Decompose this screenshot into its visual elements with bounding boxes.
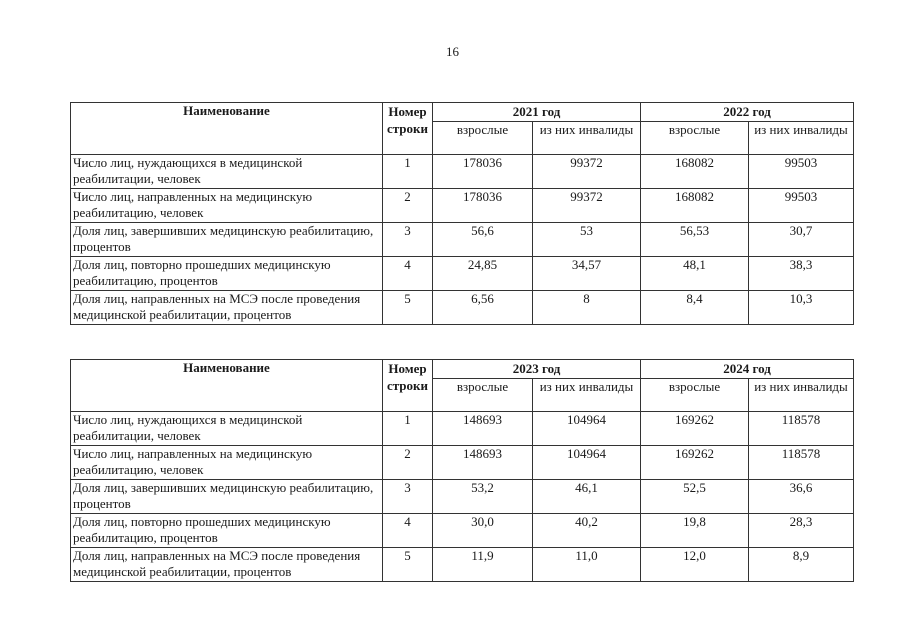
row-name: Доля лиц, направленных на МСЭ после проведения медицинской реабилитации, процентов <box>71 548 383 582</box>
table-row <box>71 155 854 189</box>
value-adults: 12,0 <box>641 548 749 582</box>
row-name: Доля лиц, повторно прошедших медицинскую реабилитацию, процентов <box>71 514 383 548</box>
row-number: 5 <box>383 548 433 582</box>
value-adults: 148693 <box>433 412 533 446</box>
value-adults: 56,6 <box>433 223 533 257</box>
row-number: 4 <box>383 257 433 291</box>
value-disabled: 104964 <box>533 446 641 480</box>
value-disabled: 99372 <box>533 189 641 223</box>
header-year-2024: 2024 год <box>641 360 854 379</box>
value-adults: 168082 <box>641 155 749 189</box>
value-adults: 178036 <box>433 155 533 189</box>
row-name: Число лиц, нуждающихся в медицинской реабилитации, человек <box>71 412 383 446</box>
row-number: 4 <box>383 514 433 548</box>
value-disabled: 8,9 <box>749 548 854 582</box>
table-row <box>71 548 854 582</box>
header-disabled: из них инвалиды <box>533 122 641 155</box>
row-name: Число лиц, направленных на медицинскую реабилитацию, человек <box>71 189 383 223</box>
header-adults: взрослые <box>641 379 749 412</box>
header-adults: взрослые <box>433 122 533 155</box>
table-row <box>71 223 854 257</box>
table-row <box>71 412 854 446</box>
value-disabled: 38,3 <box>749 257 854 291</box>
table-row <box>71 291 854 325</box>
row-number: 3 <box>383 480 433 514</box>
row-number: 2 <box>383 189 433 223</box>
value-adults: 148693 <box>433 446 533 480</box>
header-year-2023: 2023 год <box>433 360 641 379</box>
value-disabled: 118578 <box>749 446 854 480</box>
header-row-number: Номер строки <box>383 360 433 412</box>
header-row-number: Номер строки <box>383 103 433 155</box>
value-adults: 169262 <box>641 412 749 446</box>
row-name: Доля лиц, завершивших медицинскую реабилитацию, процентов <box>71 223 383 257</box>
row-name: Доля лиц, завершивших медицинскую реабилитацию, процентов <box>71 480 383 514</box>
value-adults: 8,4 <box>641 291 749 325</box>
header-disabled: из них инвалиды <box>533 379 641 412</box>
value-disabled: 46,1 <box>533 480 641 514</box>
value-adults: 178036 <box>433 189 533 223</box>
value-disabled: 99503 <box>749 155 854 189</box>
row-name: Число лиц, нуждающихся в медицинской реабилитации, человек <box>71 155 383 189</box>
value-disabled: 104964 <box>533 412 641 446</box>
table-row <box>71 514 854 548</box>
value-adults: 19,8 <box>641 514 749 548</box>
header-name: Наименование <box>71 360 383 412</box>
value-disabled: 40,2 <box>533 514 641 548</box>
table-row <box>71 189 854 223</box>
value-adults: 30,0 <box>433 514 533 548</box>
value-adults: 169262 <box>641 446 749 480</box>
row-number: 3 <box>383 223 433 257</box>
value-adults: 53,2 <box>433 480 533 514</box>
value-disabled: 53 <box>533 223 641 257</box>
row-name: Число лиц, направленных на медицинскую реабилитацию, человек <box>71 446 383 480</box>
row-number: 1 <box>383 412 433 446</box>
value-disabled: 118578 <box>749 412 854 446</box>
value-disabled: 10,3 <box>749 291 854 325</box>
value-adults: 11,9 <box>433 548 533 582</box>
row-number: 2 <box>383 446 433 480</box>
header-year-2022: 2022 год <box>641 103 854 122</box>
row-name: Доля лиц, направленных на МСЭ после проведения медицинской реабилитации, процентов <box>71 291 383 325</box>
table-row <box>71 257 854 291</box>
value-adults: 48,1 <box>641 257 749 291</box>
header-name: Наименование <box>71 103 383 155</box>
row-name: Доля лиц, повторно прошедших медицинскую реабилитацию, процентов <box>71 257 383 291</box>
table-row <box>71 446 854 480</box>
header-adults: взрослые <box>433 379 533 412</box>
value-disabled: 99503 <box>749 189 854 223</box>
header-disabled: из них инвалиды <box>749 122 854 155</box>
table-row <box>71 480 854 514</box>
value-adults: 56,53 <box>641 223 749 257</box>
value-adults: 6,56 <box>433 291 533 325</box>
value-disabled: 34,57 <box>533 257 641 291</box>
header-disabled: из них инвалиды <box>749 379 854 412</box>
value-disabled: 36,6 <box>749 480 854 514</box>
rehab-table-2023-2024 <box>70 359 854 582</box>
page-number: 16 <box>446 44 459 59</box>
row-number: 1 <box>383 155 433 189</box>
header-year-2021: 2021 год <box>433 103 641 122</box>
value-disabled: 28,3 <box>749 514 854 548</box>
rehab-table-2021-2022 <box>70 102 854 325</box>
value-adults: 168082 <box>641 189 749 223</box>
value-disabled: 11,0 <box>533 548 641 582</box>
value-adults: 52,5 <box>641 480 749 514</box>
value-disabled: 30,7 <box>749 223 854 257</box>
value-disabled: 99372 <box>533 155 641 189</box>
header-adults: взрослые <box>641 122 749 155</box>
value-adults: 24,85 <box>433 257 533 291</box>
value-disabled: 8 <box>533 291 641 325</box>
row-number: 5 <box>383 291 433 325</box>
